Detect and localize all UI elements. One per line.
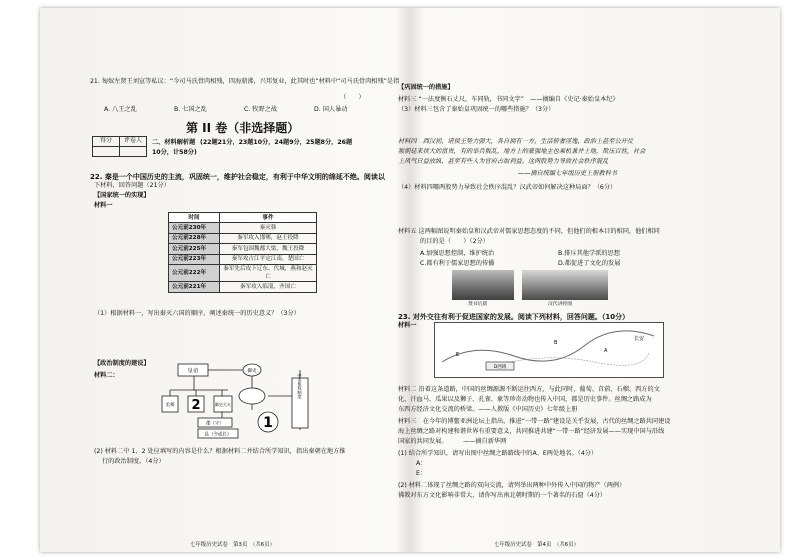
section-detail-2: 10分，计58分): [152, 149, 197, 156]
censor-label: 御史: [247, 369, 257, 374]
table-row: 公元前222年 秦军先后攻下辽东、代城，燕和赵灭亡: [169, 264, 317, 281]
q3-text: （3）材料三包含了秦始皇巩固统一的哪些措施？（3分）: [398, 106, 555, 113]
page-4-footer: 七年级历史试卷 第4页 （共6页）: [494, 542, 580, 548]
section-detail: (22题21分，23题10分，24题9分，25题8分，26题: [200, 139, 353, 146]
section-title: 第 II 卷（非选择题）: [186, 121, 300, 135]
m5-option-b: B.排斥其他学派的思想: [558, 250, 620, 257]
table-header-time: 时间: [169, 213, 220, 223]
q22-part2-b: 行的政治制度。（4分）: [102, 458, 165, 465]
q23-part2: (2) 材料二体现了丝绸之路的双向交流，请列举出两种中外传入中国的物产（两例）: [398, 482, 626, 489]
commandery-label: 郡（守）: [206, 421, 224, 427]
page-3-footer: 七年级历史试卷 第3页 （共6页）: [190, 542, 276, 548]
material-1-label: 材料一: [94, 202, 113, 209]
node-2-label: 2: [191, 398, 201, 413]
q4-text: （4）材料四哪两股势力导致社会秩序混乱？汉武帝如何解决这种局面？（6分）: [398, 184, 617, 191]
government-diagram: [160, 360, 360, 440]
material-5-line-2: 的目的是（ ）（2分）: [420, 238, 489, 245]
image-caption-1: 焚书坑儒: [468, 302, 488, 307]
material-2-line-3: 东西方经济文化交流的桥梁。——人教版《中国历史》七年级上册: [398, 406, 578, 413]
material-5-line-1: 材料五 这两幅图说明秦始皇和汉武帝对儒家思想态度的不同，但他们的根本目的相同，他们相同: [398, 228, 660, 235]
central-node: [239, 388, 265, 404]
material-4-source: ——摘自统编七年级历史上册教科书: [518, 170, 617, 177]
emperor-label: 皇帝: [187, 368, 199, 375]
q23-material-1-label: 材料一: [398, 322, 417, 329]
silk-road-map: [434, 322, 664, 378]
table-row: 公元前223年 秦军攻占江平定江南，楚国亡: [169, 254, 317, 264]
centralization-label: 中央集权制度: [297, 373, 303, 399]
q22-part1: （1）根据材料一，写出秦灭六国的顺序，阐述秦统一的历史意义？（3分）: [94, 310, 300, 317]
node-1-label: 1: [263, 415, 273, 431]
map-label-a: A: [604, 348, 608, 354]
q21-option-b: B. 七国之乱: [174, 106, 207, 113]
q23-text: 23. 对外交往有利于促进国家的发展。阅读下列材料，回答问题。（10分）: [398, 313, 630, 321]
q21-text: 21. 匈奴左贤王刘宣等私议：“今司马氏骨肉相残，四海鼎沸，兴邦复业，此其时也”材料中“司马氏骨肉相残”是指: [90, 78, 400, 85]
map-label-b: B: [554, 340, 558, 346]
material-4-line-1: 材料四 西汉初，诸侯王势力强大，各自拥有一方，生活骄奢淫逸，政治上甚至公开反: [398, 138, 634, 145]
table-row: 公元前230年 秦灭韩: [169, 223, 317, 233]
map-label-e: E: [456, 352, 460, 358]
material-3-text: 材料三 “一法度衡石丈尺，车同轨，书同文字” ——摘编自《史记·秦始皇本纪》: [398, 96, 619, 103]
book-burning-image: [452, 270, 514, 300]
page-3: [90, 8, 400, 552]
q23-part1: (1) 结合所学知识，请写出图中丝绸之路路线中的A、E两处地名。（4分）: [398, 450, 598, 457]
q23-part2-b: 佛教对东方文化影响非常大，请你写出南北朝时期的一个著名的石窟（4分）: [398, 492, 607, 499]
politics-heading: 【政治制度的建设】: [94, 360, 150, 367]
material-4-line-2: 叛朝廷来挟大的富贵，有的举兵叛乱，地方上的豪强地主也乘机兼并土地，欺压百姓，社会: [398, 148, 646, 155]
material-3b-line-1: 材料三 在今年的博鳌亚洲论坛上指出，推进“一带一路”建设是关乎发展，古代的丝绸之路共同建设: [398, 418, 671, 425]
material-4-line-3: 上风气日益放纵，甚至有些人为官府占取利益。这两股势力导致社会秩序混乱: [398, 158, 609, 165]
q21-option-d: D. 国人暴动: [314, 106, 348, 113]
lecture-image: [522, 270, 608, 300]
chancellor-label: 丞相: [165, 403, 175, 408]
material-2-label: 材料二：: [94, 372, 119, 379]
consolidate-heading: 【巩固统一的措施】: [398, 84, 454, 91]
table-row: 公元前225年 秦军包围魏都大梁，魏王投降: [169, 244, 317, 254]
m5-option-d: D.都促进了文化的发展: [558, 260, 621, 267]
material-3b-line-3: 国家的共同发展。 ——摘自新华网: [398, 438, 507, 445]
score-label: 得分: [93, 137, 120, 147]
m5-option-a: A.加强思想控制，维护统治: [420, 250, 495, 257]
q23-part1-a: A：: [416, 460, 427, 467]
q22-part2: (2) 材料二中 1、2 处应填写的内容是什么？根据材料二并结合所学知识，指出秦朝在地方推: [94, 448, 346, 455]
image-caption-2: 汉代讲经图: [548, 302, 572, 307]
q22-text: 22. 秦是一个中国历史的主流，巩固统一，维护社会稳定，有利于中华文明的绵延不绝。阅读以: [90, 173, 385, 181]
q21-answer-paren: （ ）: [340, 94, 365, 101]
q22-text-2: 下材料，回答问题（21分）: [94, 182, 170, 189]
map-label-western-regions: D西域: [493, 365, 507, 370]
material-2-line-2: 化、汗血马、瓜果以及狮子、孔雀、象等珍奇动物也传入中国，都是历史事件。丝绸之路成为: [398, 396, 652, 403]
grader-cell: [120, 147, 147, 157]
material-3b-line-2: 海上丝绸之路对构建和谐世界有重要意义，共同推进共建“一带一路”经济发展——实现中国与沿线: [398, 428, 665, 435]
q21-option-a: A. 八王之乱: [104, 106, 137, 113]
table-header-event: 事件: [220, 213, 317, 223]
county-label: 县（令或长）: [204, 432, 232, 438]
q23-part1-e: E：: [416, 470, 427, 477]
events-table: [168, 212, 317, 293]
page-4: [398, 8, 698, 552]
score-cell: [93, 147, 120, 157]
score-box: [92, 136, 147, 157]
table-row: 公元前228年 秦军攻入邯郸，赵王投降: [169, 233, 317, 243]
m5-option-c: C.都有利于儒家思想的传播: [420, 260, 495, 267]
material-2-line-1: 材料二 沿着这条道路，中国的丝绸源源不断运往西方，与此同时，葡萄、苜蓿、石榴、西方的文: [398, 386, 660, 393]
grader-label: 评卷人: [120, 137, 147, 147]
exam-spread: [40, 8, 780, 552]
section-intro: 二、材料解析题: [152, 139, 196, 146]
table-row: 公元前221年 秦军攻入临淄，齐国亡: [169, 282, 317, 292]
unify-heading: 【国家统一的实现】: [94, 192, 150, 199]
q21-option-c: C. 牧野之战: [244, 106, 278, 113]
map-label-changan: 长安: [634, 336, 645, 342]
grand-secretary-label: 御史大夫: [215, 402, 231, 407]
